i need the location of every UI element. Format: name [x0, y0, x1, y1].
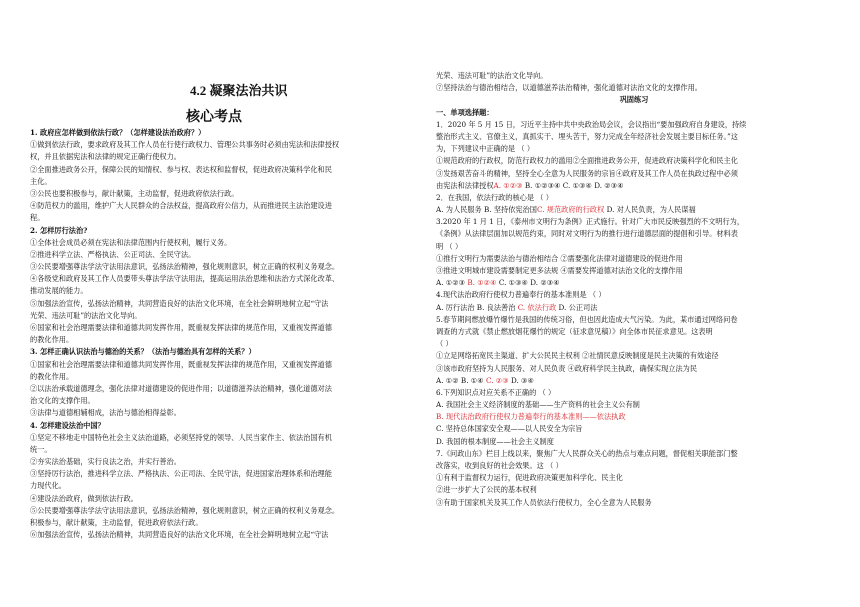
left-line [30, 176, 422, 188]
right-line-text: 明 （ ） [436, 241, 463, 251]
left-line-text: ①坚定不移地走中国特色社会主义法治道路，必须坚持党的领导、人民当家作主、依法治国有机 [30, 432, 332, 442]
left-column [30, 127, 422, 541]
left-line [30, 444, 422, 456]
left-line-text: ③坚持厉行法治，推进科学立法、严格执法、公正司法、全民守法，促进国家治理体系和治理能 [30, 469, 332, 479]
right-line [436, 94, 832, 106]
right-line-text: 调查的方式就《禁止燃放烟花爆竹的规定（征求意见稿）》向全体市民征求意见。这表明 [436, 326, 713, 336]
left-line [30, 334, 422, 346]
left-line [30, 468, 422, 480]
right-line-text: 由宪法和法律授权 [436, 180, 494, 190]
right-line-segment: D. 对人民负责，为人民谋福 [604, 205, 696, 215]
right-line-text: A. 为人民服务 B. 坚持依宪治国 [436, 205, 537, 215]
right-line [436, 204, 832, 216]
right-line [436, 363, 832, 375]
right-line [436, 289, 832, 301]
answer-highlight: C. ②③ [483, 375, 509, 385]
right-line [436, 375, 832, 387]
right-line-text: （ ） [436, 339, 453, 349]
left-line [30, 456, 422, 468]
left-line-text: 的教化作用。 [30, 335, 74, 345]
right-line-text: A. ①② B. ①④ [436, 375, 484, 385]
left-line [30, 407, 422, 419]
left-line-text: ②以法治承载道德理念，强化法律对道德建设的促进作用；以道德滋养法治精神，强化道德对法 [30, 383, 332, 393]
left-line [30, 200, 422, 212]
right-line [436, 411, 832, 423]
left-line-text: ①国家和社会治理需要法律和道德共同发挥作用，既重视发挥法律的规范作用，又重视发挥道德 [30, 359, 332, 369]
right-line-text: 光荣、违法可耻”的法治文化导向。 [436, 71, 548, 80]
right-line [436, 484, 832, 496]
right-line-text: D. 我国的根本制度——社会主义制度 [436, 436, 554, 446]
right-line [436, 228, 832, 240]
right-line [436, 350, 832, 362]
left-line-text: 治文化的支撑作用。 [30, 396, 95, 406]
left-line-text: 主化。 [30, 176, 52, 186]
right-line [436, 131, 832, 143]
right-line-text: 一、单项选择题： [436, 107, 494, 117]
answer-highlight: C. 依法行政 [515, 302, 557, 312]
left-line [30, 346, 422, 358]
answer-highlight: B. ①②④ [467, 278, 497, 288]
right-line-text: 6.下列知识点对应关系不正确的 （ ） [436, 387, 556, 397]
left-line [30, 261, 422, 273]
left-line-text: ③法律与道德相辅相成，法治与德治相得益彰。 [30, 408, 181, 418]
left-line [30, 395, 422, 407]
left-line-text: ⑥加强法治宣传，弘扬法治精神，共同营造良好的法治文化环境，在全社会鲜明地树立起“守法 [30, 530, 329, 540]
right-line-segment: B. ①②③④ C. ①③④ D. ②③④ [522, 180, 624, 190]
right-line [436, 216, 832, 228]
left-line-text: ④各级党和政府及其工作人员要带头尊法学法守法用法，提高运用法治思维和法治方式深化改革、 [30, 274, 340, 284]
left-line-text: 1. 政府应怎样做到依法行政？（怎样建设法治政府？） [30, 128, 206, 137]
left-line [30, 420, 422, 432]
left-line-text: ⑤加强法治宣传，弘扬法治精神，共同营造良好的法治文化环境，在全社会鲜明地树立起“守法 [30, 298, 329, 308]
left-line [30, 164, 422, 176]
left-line [30, 237, 422, 249]
right-line [436, 119, 832, 131]
left-line [30, 371, 422, 383]
right-line-text: ①推行文明行为需要法治与德治相结合 ②需要强化法律对道德建设的促进作用 [436, 253, 683, 263]
right-line-text: 《条例》从法律层面加以规范约束，同时对文明行为的推行进行道德层面的提倡和引导。材料表 [436, 229, 738, 239]
right-line-text: 为，下列建议中正确的是 （ ） [436, 144, 535, 154]
left-line-text: 积极参与，献计献策，主动监督，促进政府依法行政。 [30, 518, 203, 527]
left-line [30, 322, 422, 334]
left-line [30, 298, 422, 310]
right-line [436, 277, 832, 289]
right-line-text: B. 现代法治政府行使权力普遍奉行的基本准则——依法执政 [436, 412, 626, 422]
left-line-text: ④建设法治政府，做到依法行政。 [30, 493, 138, 503]
left-line-text: 的教化作用。 [30, 371, 74, 381]
right-line-segment: D. 公正司法 [556, 302, 598, 312]
left-line [30, 493, 422, 505]
left-line-text: ②夯实法治基础，实行良法之治，并实行善治。 [30, 457, 181, 467]
left-line [30, 529, 422, 541]
left-line [30, 432, 422, 444]
right-line-text: A. 厉行法治 B. 良法善治 [436, 302, 516, 312]
left-line-text: ④防范权力的滥用，维护广大人民群众的合法权益，提高政府公信力，从而推进民主法治建设进 [30, 201, 332, 211]
right-line [436, 82, 832, 94]
right-line-text: C. 坚持总体国家安全观——以人民安全为宗旨 [436, 424, 583, 434]
right-line [436, 338, 832, 350]
right-line-text: A. 我国社会主义经济制度的基础——生产资料的社会主义公有制 [436, 400, 640, 410]
right-line-text: ③该市政府坚持为人民服务、对人民负责 ④政府科学民主执政，确保实现立法为民 [436, 363, 698, 373]
right-line [436, 253, 832, 265]
left-line [30, 127, 422, 139]
right-line-text: 1．2020 年 5 月 15 日，习近平主持中共中央政治局会议，会议指出“要加强政府自身建设，持续 [436, 119, 747, 129]
left-line-text: 4. 怎样建设法治中国？ [30, 420, 105, 430]
right-line-text: 整治形式主义、官僚主义，真抓实干、埋头苦干，努力完成全年经济社会发展主要目标任务。”这 [436, 131, 738, 141]
right-line [436, 241, 832, 253]
left-line-text: ①做到依法行政，要求政府及其工作人员在行使行政权力、管理公共事务时必须由宪法和法律授权 [30, 140, 340, 150]
left-line-text: 推动发展的能力。 [30, 286, 88, 296]
left-line-text: 程。 [30, 213, 45, 223]
right-line-text: 7.《问政山东》栏目上线以来，聚焦广大人民群众关心的热点与难点问题，督促相关职能部门整 [436, 448, 738, 458]
left-line-text: 力现代化。 [30, 481, 66, 491]
right-line [436, 436, 832, 448]
left-line-text: ③公民也要积极参与，献计献策，主动监督，促进政府依法行政。 [30, 188, 239, 198]
left-line-text: 3. 怎样正确认识法治与德治的关系？（法治与德治具有怎样的关系？） [30, 347, 256, 357]
left-line-text: 2. 怎样厉行法治? [30, 225, 88, 235]
left-line-text: ②全面推进政务公开，保障公民的知情权、参与权、表达权和监督权，促进政府决策科学化和民 [30, 164, 332, 174]
right-line [436, 192, 832, 204]
left-line [30, 139, 422, 151]
right-line-text: 3.2020 年 1 月 1 日，《泰州市文明行为条例》正式施行。针对广大市民反映强烈的不文明行为， [436, 217, 745, 227]
right-line-text: ③推进文明城市建设需要制定更多法规 ④需要发挥道德对法治文化的支撑作用 [436, 266, 683, 275]
right-line-segment: C. ①③④ D. ②③④ [496, 278, 560, 288]
right-line [436, 155, 832, 167]
right-line [436, 472, 832, 484]
left-line [30, 480, 422, 492]
right-line-text: ①立足网络拓宽民主渠道、扩大公民民主权利 ②社情民意反映制度是民主决策的有效途径 [436, 351, 719, 361]
left-line-text: 统一。 [30, 444, 52, 454]
right-line [436, 180, 832, 192]
left-line [30, 310, 422, 322]
right-line [436, 423, 832, 435]
right-line [436, 326, 832, 338]
right-line [436, 302, 832, 314]
left-line [30, 225, 422, 237]
right-line [436, 497, 832, 509]
left-line-text: ⑤公民要增强尊法学法守法用法意识，弘扬法治精神，强化规则意识，树立正确的权利义务观念。 [30, 505, 340, 515]
right-line [436, 265, 832, 277]
right-line-text: 2．在我国，依法行政的核心是 （ ） [436, 192, 553, 202]
left-line-text: ③公民要增强尊法学法守法用法意识，弘扬法治精神，强化规则意识，树立正确的权利义务观念。 [30, 262, 340, 272]
right-line [436, 314, 832, 326]
left-line [30, 505, 422, 517]
right-line-segment: D. ③④ [508, 375, 534, 385]
right-line-text: ③发扬艰苦奋斗的精神，坚持全心全意为人民服务的宗旨④政府及其工作人员在执政过程中必须 [436, 168, 738, 178]
right-line [436, 107, 832, 119]
page-title: 4.2 凝聚法治共识 [190, 83, 288, 98]
right-line [436, 387, 832, 399]
left-line [30, 249, 422, 261]
right-line [436, 399, 832, 411]
right-line-text: ②进一步扩大了公民的基本权利 [436, 485, 537, 495]
right-line-text: ⑦坚持法治与德治相结合，以道德滋养法治精神，强化道德对法治文化的支撑作用。 [436, 83, 702, 93]
right-line [436, 143, 832, 155]
left-line [30, 151, 422, 163]
right-line-text: ①规范政府的行政权，防范行政权力的滥用②全面推进政务公开，促进政府决策科学化和民主化 [436, 156, 738, 166]
right-line [436, 460, 832, 472]
left-line-text: ⑥国家和社会治理需要法律和道德共同发挥作用，既重视发挥法律的规范作用，又重视发挥道德 [30, 323, 332, 332]
right-line [436, 448, 832, 460]
right-line [436, 168, 832, 180]
answer-highlight: A. ①②③ [493, 180, 523, 190]
left-line [30, 383, 422, 395]
left-line [30, 188, 422, 200]
left-line [30, 212, 422, 224]
left-line [30, 359, 422, 371]
right-line-text: 4.现代法治政府行使权力普遍奉行的基本准则是 （ ） [436, 290, 606, 300]
right-line-text: ③有助于国家机关及其工作人员依法行使权力，全心全意为人民服务 [436, 497, 652, 507]
left-line [30, 273, 422, 285]
right-line-text: 5.春节期间燃放爆竹爆竹是我国的传统习俗，但也因此造成大气污染。为此，某市通过网络问卷 [436, 314, 738, 324]
right-line-text: 巩固练习 [619, 95, 649, 105]
left-line-text: ①全体社会成员必须在宪法和法律范围内行使权利，履行义务。 [30, 237, 232, 247]
left-line [30, 285, 422, 297]
left-line [30, 517, 422, 529]
left-line-text: 光荣、违法可耻”的法治文化导向。 [30, 310, 142, 320]
answer-highlight: C. 规范政府的行政权 [536, 205, 605, 215]
left-line-text: ②推进科学立法、严格执法、公正司法、全民守法。 [30, 249, 196, 259]
right-line-text: ①有利于监督权力运行，促进政府决策更加科学化、民主化 [436, 473, 623, 483]
left-line-text: 权，并且依据宪法和法律的规定正确行使权力。 [30, 152, 181, 162]
right-column [436, 70, 832, 509]
section-subtitle: 核心考点 [186, 110, 242, 125]
right-line-text: 改落实，收到良好的社会效果。这 （ ） [436, 461, 563, 470]
right-line-text: A. ①②③ [436, 278, 468, 288]
right-line [436, 70, 832, 82]
